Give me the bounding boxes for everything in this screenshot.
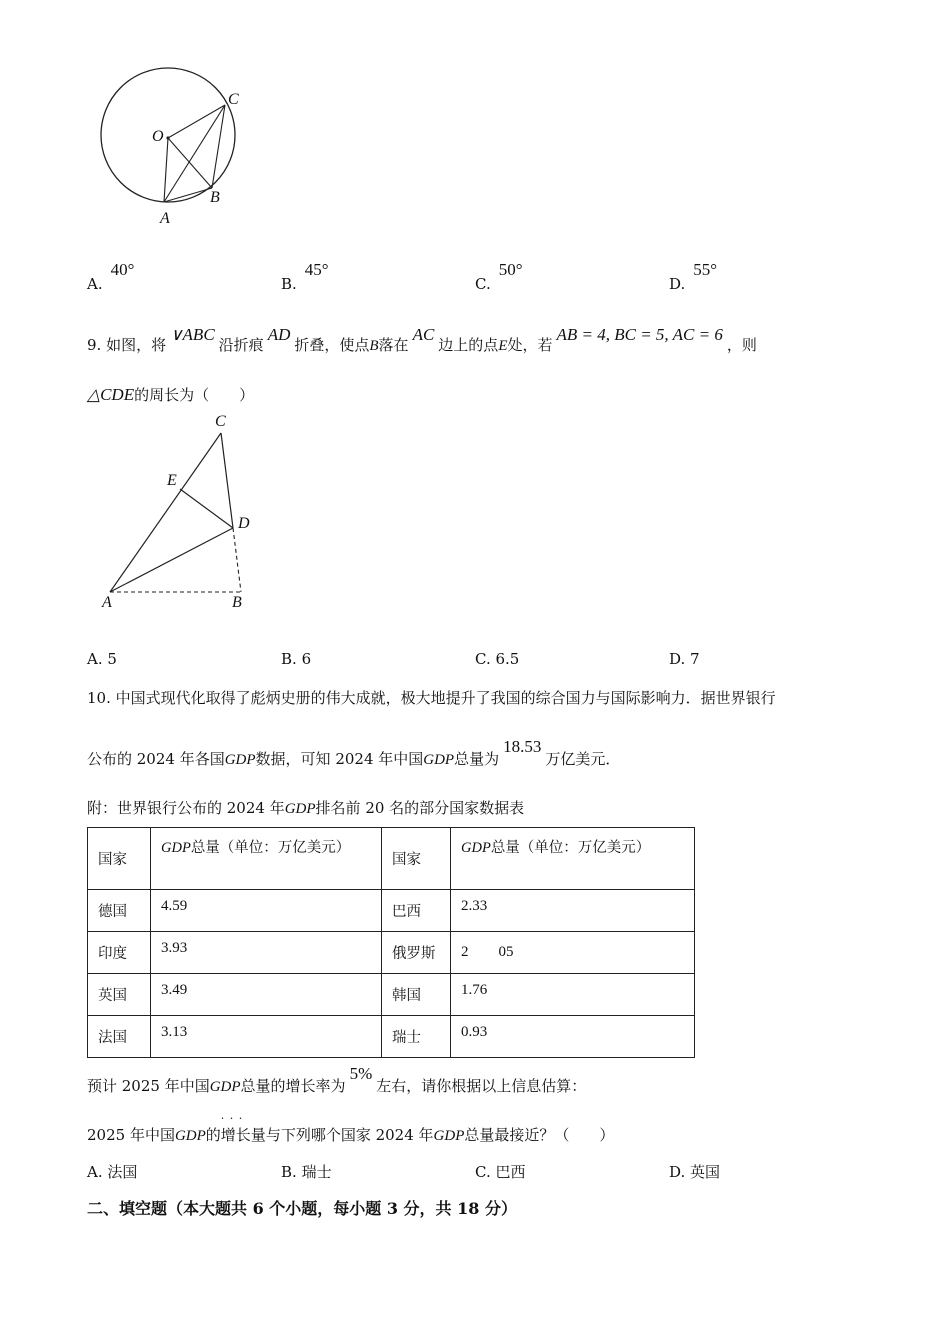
option-letter: C. — [475, 275, 491, 293]
text: 的 — [205, 1126, 221, 1144]
text: 处，若 — [507, 336, 553, 354]
term-gdp: GDP — [161, 840, 191, 856]
label-c: C — [228, 91, 239, 108]
option-letter: D. — [669, 650, 686, 668]
gdp-cell: 3.93 — [151, 932, 382, 974]
segment-ob — [168, 138, 212, 188]
q9-option-d[interactable] — [669, 650, 700, 668]
country-cell: 英国 — [88, 974, 151, 1016]
q10-line5 — [87, 1124, 614, 1145]
option-value: 6.5 — [495, 650, 520, 668]
header-gdp — [451, 828, 695, 890]
text: 左右，请你根据以上信息估算： — [376, 1077, 587, 1095]
label-c: C — [215, 413, 226, 430]
header-text: 总量（单位：万亿美元） — [190, 840, 351, 856]
label-e: E — [167, 472, 177, 489]
table-row — [88, 932, 695, 974]
point-e: E — [498, 338, 508, 354]
term-gdp: GDP — [461, 840, 491, 856]
center-point — [166, 136, 169, 139]
label-b: B — [232, 594, 242, 611]
gdp-cell: 2.33 — [451, 890, 695, 932]
option-letter: B. — [281, 1163, 297, 1181]
math-ac: AC — [412, 325, 435, 344]
text: 公布的 2024 年各国 — [87, 750, 225, 768]
math-rate: 5% — [349, 1064, 373, 1083]
q9-option-b[interactable] — [281, 650, 311, 668]
gdp-cell: 0.93 — [451, 1016, 695, 1058]
term-gdp: GDP — [224, 752, 256, 768]
label-a: A — [102, 594, 112, 611]
text: 总量的增长率为 — [240, 1077, 346, 1095]
q8-option-c[interactable] — [475, 260, 523, 294]
gdp-table — [87, 827, 695, 1058]
country-cell: 俄罗斯 — [382, 932, 451, 974]
term-gdp: GDP — [433, 1128, 465, 1144]
text: 总量最接近？（ ） — [464, 1126, 615, 1144]
text: 边上的点 — [438, 336, 499, 354]
table-row — [88, 1016, 695, 1058]
option-value: 45° — [304, 260, 329, 279]
option-letter: C. — [475, 650, 491, 668]
country-cell: 印度 — [88, 932, 151, 974]
segment-cd — [221, 433, 233, 528]
option-letter: A. — [87, 275, 103, 293]
q9-option-a[interactable] — [87, 650, 117, 668]
q9-option-c[interactable] — [475, 650, 519, 668]
q8-option-d[interactable] — [669, 260, 718, 294]
option-letter: D. — [669, 1163, 686, 1181]
option-value: 50° — [498, 260, 523, 279]
term-gdp: GDP — [284, 801, 316, 817]
segment-bc — [212, 105, 225, 188]
country-cell: 韩国 — [382, 974, 451, 1016]
option-value: 法国 — [107, 1163, 138, 1181]
option-letter: C. — [475, 1163, 491, 1181]
text: 排名前 20 名的部分国家数据表 — [315, 799, 525, 817]
gdp-cell: 3.13 — [151, 1016, 382, 1058]
label-o: O — [152, 128, 164, 145]
segment-oc — [168, 105, 225, 138]
segment-ed — [180, 489, 233, 528]
q10-option-a[interactable] — [87, 1161, 137, 1182]
term-gdp: GDP — [423, 752, 455, 768]
table-header-row — [88, 828, 695, 890]
text: 如图，将 — [106, 336, 167, 354]
option-value: 瑞士 — [301, 1163, 332, 1181]
option-value: 5 — [107, 650, 117, 668]
q9-stem-line1 — [87, 325, 757, 355]
gdp-cell: 3.49 — [151, 974, 382, 1016]
term-gdp: GDP — [209, 1079, 241, 1095]
header-country: 国家 — [88, 828, 151, 890]
text: 折叠，使点 — [294, 336, 370, 354]
segment-ac — [164, 105, 225, 202]
country-cell: 德国 — [88, 890, 151, 932]
point-b: B — [369, 338, 379, 354]
q8-option-a[interactable] — [87, 260, 135, 294]
term-gdp: GDP — [174, 1128, 206, 1144]
triangle-figure — [100, 425, 260, 605]
q10-line4 — [87, 1064, 587, 1096]
option-value: 巴西 — [495, 1163, 526, 1181]
header-text: 总量（单位：万亿美元） — [490, 840, 651, 856]
question-number: 9. — [87, 336, 102, 354]
label-b: B — [210, 189, 220, 206]
segment-ad — [110, 528, 233, 592]
option-letter: A. — [87, 1163, 103, 1181]
text: 数据，可知 2024 年中国 — [255, 750, 424, 768]
option-letter: A. — [87, 650, 103, 668]
text: 总量为 — [454, 750, 500, 768]
math-triangle-cde: △CDE — [87, 385, 135, 404]
option-letter: B. — [281, 650, 297, 668]
math-ad: AD — [267, 325, 291, 344]
q8-option-b[interactable] — [281, 260, 329, 294]
segment-ac — [110, 433, 221, 592]
math-value: 18.53 — [503, 737, 542, 756]
header-country: 国家 — [382, 828, 451, 890]
option-value: 40° — [110, 260, 135, 279]
q10-line1: 10. 中国式现代化取得了彪炳史册的伟大成就，极大地提升了我国的综合国力与国际影响力．据世界银行 — [87, 689, 776, 707]
text: 2025 年中国 — [87, 1126, 175, 1144]
q10-line2 — [87, 737, 621, 769]
text: 预计 2025 年中国 — [87, 1077, 210, 1095]
text: 沿折痕 — [218, 336, 264, 354]
q10-option-d[interactable] — [669, 1161, 720, 1182]
header-gdp — [151, 828, 382, 890]
math-triangle-abc: ∨ABC — [170, 325, 215, 344]
label-a: A — [160, 210, 170, 227]
text: 落在 — [378, 336, 409, 354]
q10-line3 — [87, 797, 524, 818]
label-d: D — [238, 515, 250, 532]
country-cell: 巴西 — [382, 890, 451, 932]
option-letter: B. — [281, 275, 297, 293]
q10-option-c[interactable] — [475, 1161, 526, 1182]
option-letter: D. — [669, 275, 686, 293]
math-lengths: AB = 4, BC = 5, AC = 6 — [556, 325, 723, 344]
q9-stem-line2 — [87, 384, 254, 405]
emphasized-text: · · · 增长量 — [221, 1126, 266, 1144]
text: 的周长为（ ） — [134, 386, 255, 404]
table-row — [88, 974, 695, 1016]
country-cell: 法国 — [88, 1016, 151, 1058]
segment-db-dashed — [233, 528, 241, 592]
option-value: 55° — [693, 260, 718, 279]
text: 万亿美元． — [545, 750, 621, 768]
q10-option-b[interactable] — [281, 1161, 332, 1182]
segment-oa — [164, 138, 168, 202]
option-value: 英国 — [690, 1163, 721, 1181]
gdp-cell: 1.76 — [451, 974, 695, 1016]
country-cell: 瑞士 — [382, 1016, 451, 1058]
text: ，则 — [726, 336, 757, 354]
table-row — [88, 890, 695, 932]
option-value: 6 — [301, 650, 312, 668]
gdp-cell: 4.59 — [151, 890, 382, 932]
circle — [101, 68, 235, 202]
section-heading: 二、填空题（本大题共 6 个小题，每小题 3 分，共 18 分） — [87, 1199, 517, 1218]
gdp-cell: 2 05 — [451, 932, 695, 974]
option-value: 7 — [690, 650, 700, 668]
text: 附：世界银行公布的 2024 年 — [87, 799, 285, 817]
text: 与下列哪个国家 2024 年 — [265, 1126, 434, 1144]
